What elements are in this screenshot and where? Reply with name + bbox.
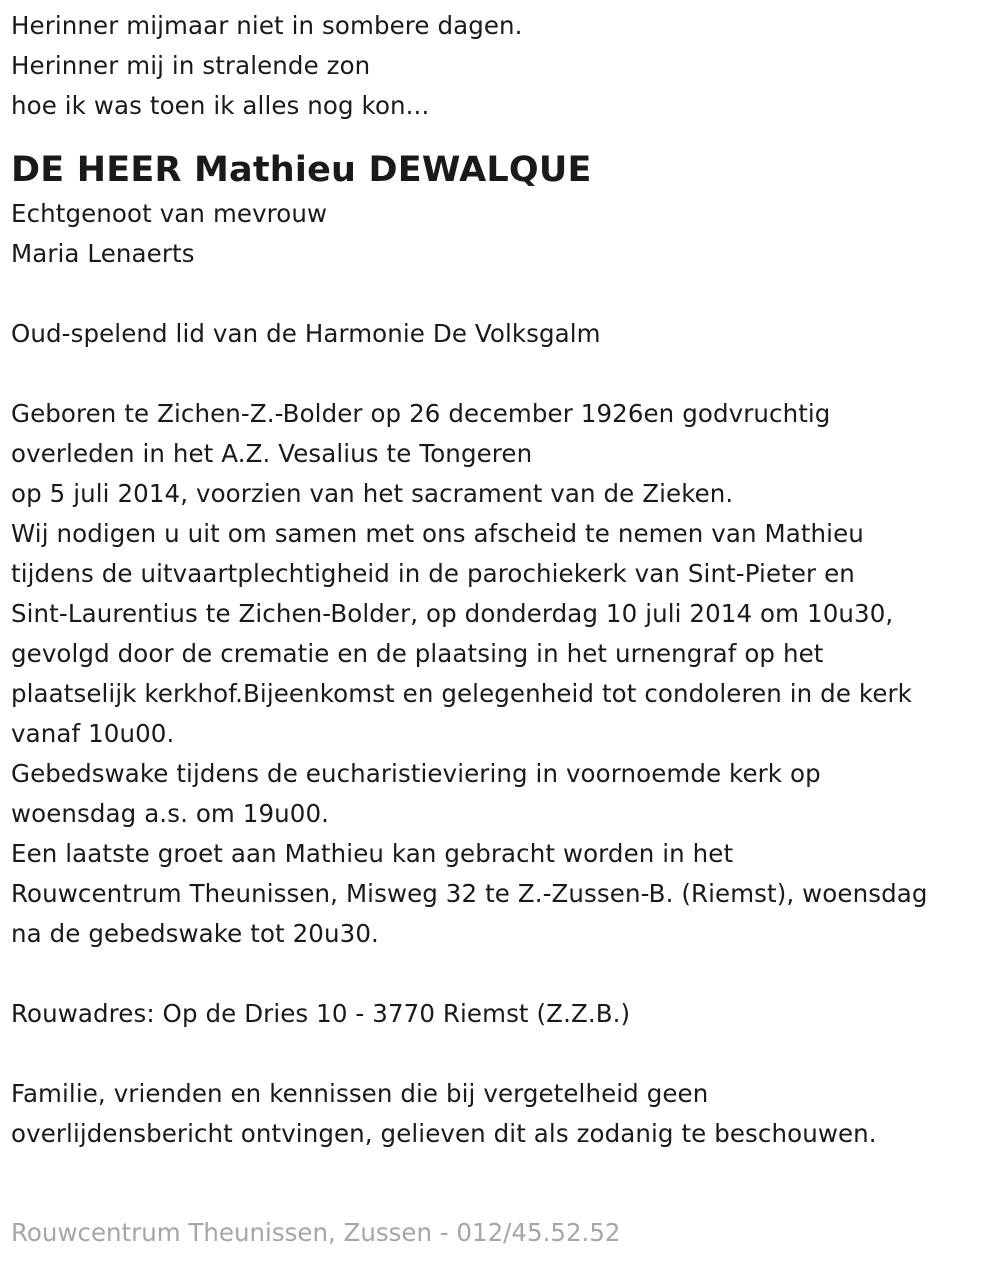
poem-line: Herinner mij in stralende zon bbox=[11, 51, 371, 80]
body-line: Een laatste groet aan Mathieu kan gebracht worden in het bbox=[11, 839, 734, 868]
spacer bbox=[11, 354, 996, 394]
spouse-line: Echtgenoot van mevrouw bbox=[11, 199, 328, 228]
funeral-home-footer: Rouwcentrum Theunissen, Zussen - 012/45.52.52 bbox=[11, 1218, 621, 1247]
poem bbox=[11, 6, 996, 126]
closing-line: overlijdensbericht ontvingen, gelieven dit als zodanig te beschouwen. bbox=[11, 1119, 877, 1148]
body-line: op 5 juli 2014, voorzien van het sacrament van de Zieken. bbox=[11, 479, 734, 508]
body-line: Gebedswake tijdens de eucharistieviering in voornoemde kerk op bbox=[11, 759, 821, 788]
poem-line: Herinner mijmaar niet in sombere dagen. bbox=[11, 11, 523, 40]
body-line: Rouwcentrum Theunissen, Misweg 32 te Z.-Zussen-B. (Riemst), woensdag bbox=[11, 879, 928, 908]
spacer bbox=[11, 274, 996, 314]
spouse-info bbox=[11, 194, 996, 274]
deceased-name-title: DE HEER Mathieu DEWALQUE bbox=[11, 150, 592, 190]
body-line: Geboren te Zichen-Z.-Bolder op 26 december 1926en godvruchtig bbox=[11, 399, 831, 428]
body-line: Sint-Laurentius te Zichen-Bolder, op donderdag 10 juli 2014 om 10u30, bbox=[11, 599, 894, 628]
membership-text: Oud-spelend lid van de Harmonie De Volksgalm bbox=[11, 319, 601, 348]
body-line: overleden in het A.Z. Vesalius te Tongeren bbox=[11, 439, 533, 468]
poem-line: hoe ik was toen ik alles nog kon... bbox=[11, 91, 430, 120]
body-line: Wij nodigen u uit om samen met ons afscheid te nemen van Mathieu bbox=[11, 519, 864, 548]
body-line: na de gebedswake tot 20u30. bbox=[11, 919, 379, 948]
notice-body bbox=[11, 394, 996, 954]
spacer bbox=[11, 1034, 996, 1074]
mourning-address: Rouwadres: Op de Dries 10 - 3770 Riemst (Z.Z.B.) bbox=[11, 999, 631, 1028]
spouse-line: Maria Lenaerts bbox=[11, 239, 195, 268]
death-notice bbox=[11, 6, 996, 1154]
body-line: vanaf 10u00. bbox=[11, 719, 175, 748]
closing-note bbox=[11, 1074, 996, 1154]
body-line: plaatselijk kerkhof.Bijeenkomst en gelegenheid tot condoleren in de kerk bbox=[11, 679, 912, 708]
closing-line: Familie, vrienden en kennissen die bij vergetelheid geen bbox=[11, 1079, 709, 1108]
body-line: gevolgd door de crematie en de plaatsing in het urnengraf op het bbox=[11, 639, 824, 668]
body-line: woensdag a.s. om 19u00. bbox=[11, 799, 330, 828]
body-line: tijdens de uitvaartplechtigheid in de parochiekerk van Sint-Pieter en bbox=[11, 559, 855, 588]
spacer bbox=[11, 954, 996, 994]
